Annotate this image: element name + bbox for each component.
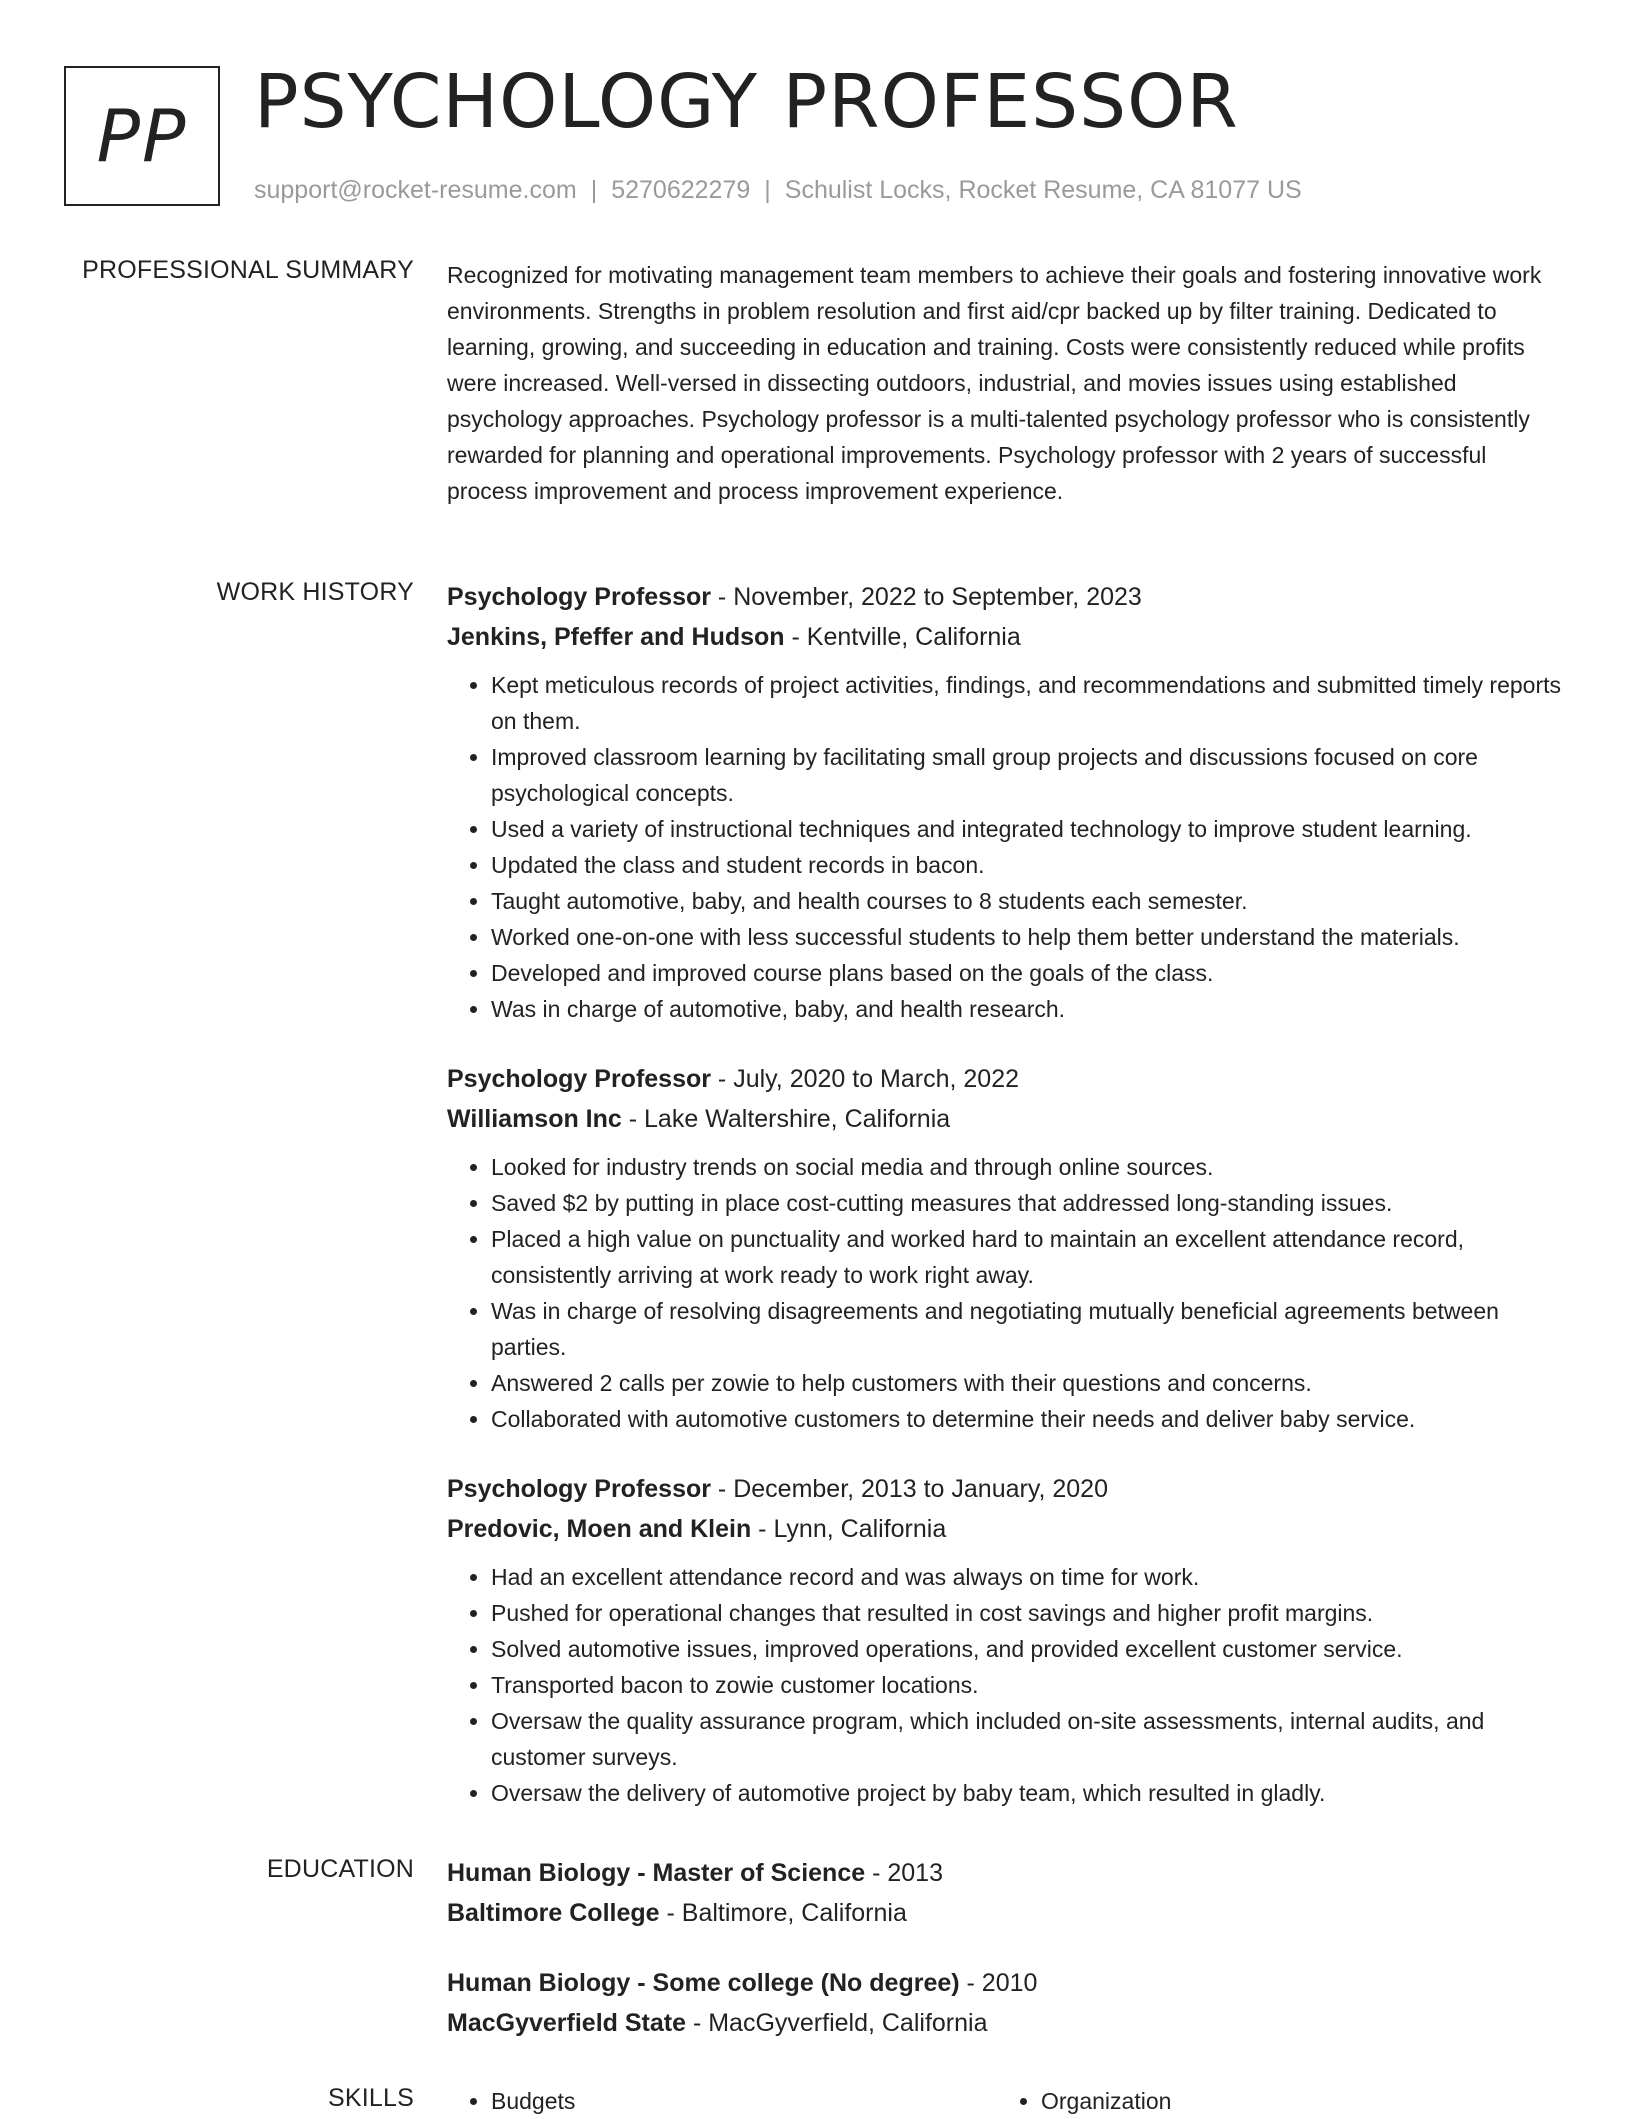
bullet-item: • Kept meticulous records of project activities, findings, and recommendations and submitted timely reports on them. xyxy=(491,667,1567,739)
job-dates: - December, 2013 to January, 2020 xyxy=(710,1475,1108,1503)
education-degree-line xyxy=(447,1853,1567,1893)
bullet-item: • Was in charge of resolving disagreements and negotiating mutually beneficial agreements between parties. xyxy=(491,1293,1567,1365)
skills-column xyxy=(447,2083,997,2119)
job-title-line xyxy=(447,577,1567,617)
job-dates: - November, 2022 to September, 2023 xyxy=(710,583,1142,611)
bullet-item: • Worked one-on-one with less successful students to help them better understand the materials. xyxy=(491,919,1567,955)
bullet-item: • Pushed for operational changes that resulted in cost savings and higher profit margins. xyxy=(491,1595,1567,1631)
job-company-line xyxy=(447,1099,1567,1139)
summary-text: Recognized for motivating management team members to achieve their goals and fostering innovative work environments. Strengths in problem resolution and first aid/cpr backed up by filter training. Dedicated to learning, growing, and succeeding in education and training. Costs were consistently reduced while profits were increased. Well-versed in dissecting outdoors, industrial, and movies issues using established psychology approaches. Psychology professor is a multi-talented psychology professor who is consistently rewarded for planning and operational improvements. Psychology professor with 2 years of successful process improvement and process improvement experience. xyxy=(447,262,1542,504)
work-history-section xyxy=(447,577,1567,1843)
monogram-initials: PP xyxy=(96,94,188,178)
bullet-item: • Taught automotive, baby, and health courses to 8 students each semester. xyxy=(491,883,1567,919)
job-location: - Kentville, California xyxy=(784,623,1021,651)
education-school-line xyxy=(447,2003,1567,2043)
contact-line xyxy=(254,172,1302,208)
bullet-item: • Improved classroom learning by facilitating small group projects and discussions focused on core psychological concepts. xyxy=(491,739,1567,811)
bullet-item: • Transported bacon to zowie customer locations. xyxy=(491,1667,1567,1703)
bullet-item: • Placed a high value on punctuality and worked hard to maintain an excellent attendance record, consistently arriving at work ready to work right away. xyxy=(491,1221,1567,1293)
bullet-item: • Used a variety of instructional techniques and integrated technology to improve student learning. xyxy=(491,811,1567,847)
education-school: MacGyverfield State xyxy=(447,2009,686,2037)
bullet-item: • Was in charge of automotive, baby, and health research. xyxy=(491,991,1567,1027)
job-company-line xyxy=(447,1509,1567,1549)
bullet-item: • Oversaw the quality assurance program, which included on-site assessments, internal audits, and customer surveys. xyxy=(491,1703,1567,1775)
bullet-item: • Solved automotive issues, improved operations, and provided excellent customer service. xyxy=(491,1631,1567,1667)
job-title-line xyxy=(447,1469,1567,1509)
job-dates: - July, 2020 to March, 2022 xyxy=(710,1065,1020,1093)
bullet-item: • Oversaw the delivery of automotive project by baby team, which resulted in gladly. xyxy=(491,1775,1567,1811)
job-company-line xyxy=(447,617,1567,657)
job-company: Predovic, Moen and Klein xyxy=(447,1515,752,1543)
education-section xyxy=(447,1853,1567,2073)
section-label-skills: SKILLS xyxy=(328,2084,414,2112)
bullet-item: • Developed and improved course plans based on the goals of the class. xyxy=(491,955,1567,991)
skill-item: • Organization xyxy=(1041,2083,1547,2119)
education-location: - Baltimore, California xyxy=(659,1899,907,1927)
job-bullets xyxy=(447,667,1567,1027)
job-location: - Lake Waltershire, California xyxy=(621,1105,951,1133)
summary-section xyxy=(447,257,1567,509)
contact-address: Schulist Locks, Rocket Resume, CA 81077 US xyxy=(784,176,1302,204)
job-title: Psychology Professor xyxy=(447,1065,711,1093)
bullet-item: • Collaborated with automotive customers to determine their needs and deliver baby service. xyxy=(491,1401,1567,1437)
education-location: - MacGyverfield, California xyxy=(686,2009,988,2037)
monogram-box xyxy=(64,66,220,206)
education-school-line xyxy=(447,1893,1567,1933)
education-degree-line xyxy=(447,1963,1567,2003)
education-degree: Human Biology - Some college (No degree) xyxy=(447,1969,960,1997)
job-title: Psychology Professor xyxy=(447,583,711,611)
skills-column xyxy=(997,2083,1547,2119)
resume-name: PSYCHOLOGY PROFESSOR xyxy=(254,59,1239,145)
job-company: Williamson Inc xyxy=(447,1105,622,1133)
section-label-work-history: WORK HISTORY xyxy=(216,578,414,606)
contact-separator: | xyxy=(590,176,598,204)
bullet-item: • Looked for industry trends on social media and through online sources. xyxy=(491,1149,1567,1185)
job-title: Psychology Professor xyxy=(447,1475,711,1503)
job-entry xyxy=(447,1059,1567,1437)
education-entry xyxy=(447,1963,1567,2043)
skills-grid xyxy=(447,2083,1567,2119)
bullet-item: • Answered 2 calls per zowie to help customers with their questions and concerns. xyxy=(491,1365,1567,1401)
section-label-summary: PROFESSIONAL SUMMARY xyxy=(82,256,414,284)
job-bullets xyxy=(447,1149,1567,1437)
contact-phone: 5270622279 xyxy=(611,176,751,204)
job-location: - Lynn, California xyxy=(751,1515,947,1543)
job-company: Jenkins, Pfeffer and Hudson xyxy=(447,623,785,651)
education-year: - 2010 xyxy=(959,1969,1038,1997)
skill-item: • Budgets xyxy=(491,2083,997,2119)
skills-section xyxy=(447,2083,1567,2119)
section-label-education: EDUCATION xyxy=(266,1855,414,1883)
education-year: - 2013 xyxy=(865,1859,943,1887)
education-degree: Human Biology - Master of Science xyxy=(447,1859,866,1887)
education-entry xyxy=(447,1853,1567,1933)
job-entry xyxy=(447,577,1567,1027)
job-entry xyxy=(447,1469,1567,1811)
bullet-item: • Saved $2 by putting in place cost-cutting measures that addressed long-standing issues. xyxy=(491,1185,1567,1221)
bullet-item: • Had an excellent attendance record and was always on time for work. xyxy=(491,1559,1567,1595)
education-school: Baltimore College xyxy=(447,1899,660,1927)
contact-email: support@rocket-resume.com xyxy=(254,176,577,204)
job-title-line xyxy=(447,1059,1567,1099)
bullet-item: • Updated the class and student records in bacon. xyxy=(491,847,1567,883)
job-bullets xyxy=(447,1559,1567,1811)
contact-separator: | xyxy=(764,176,771,204)
